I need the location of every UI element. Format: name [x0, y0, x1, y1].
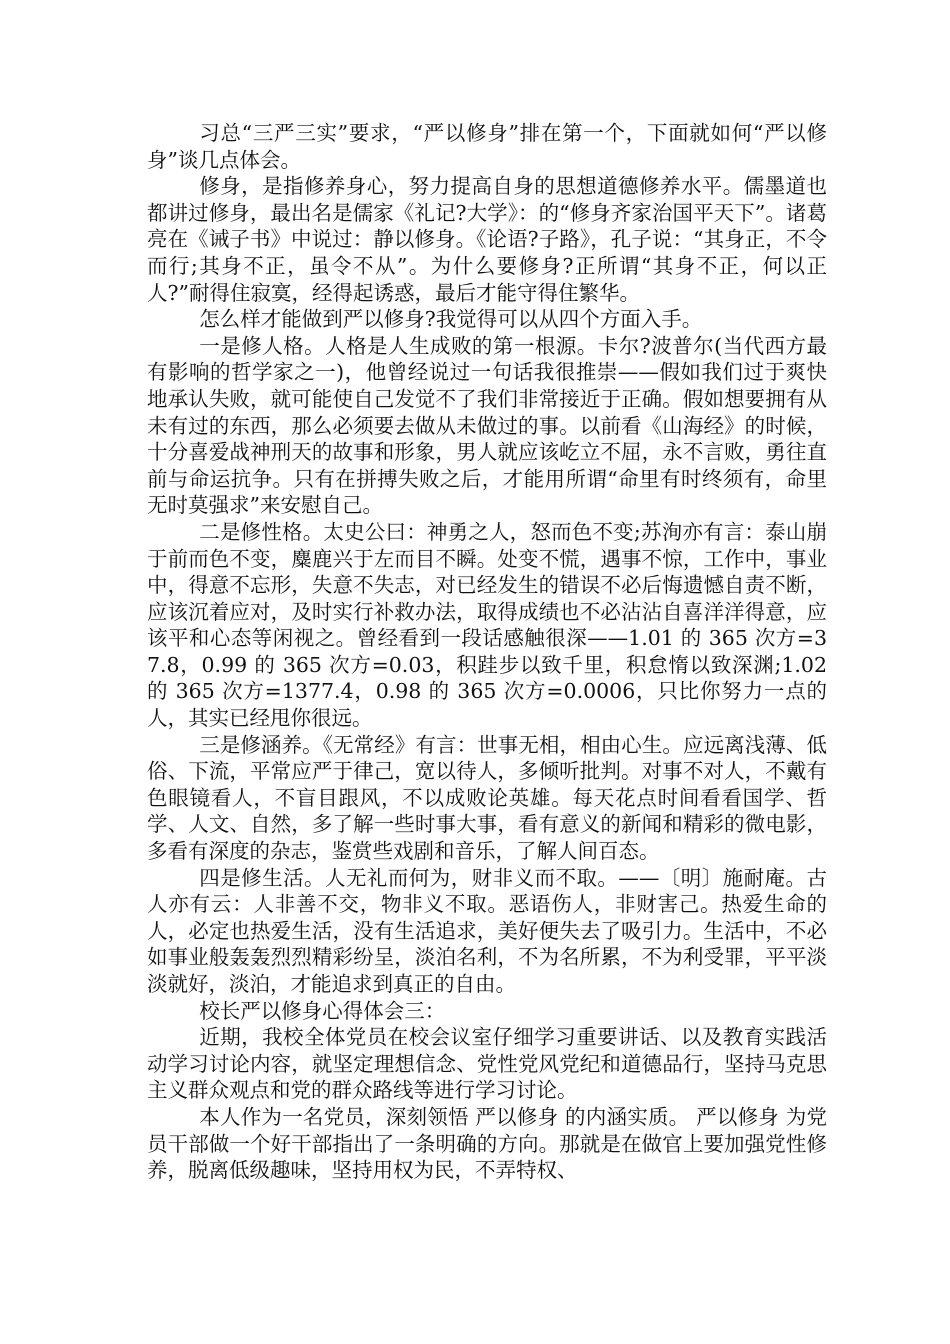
- paragraph-7: 四是修生活。人无礼而何为，财非义而不取。——〔明〕施耐庵。古人亦有云：人非善不交，物非义不取。恶语伤人，非财害己。热爱生命的人，必定也热爱生活，没有生活追求，美好便失去了吸引力。生活中，不必如事业般轰轰烈烈精彩纷呈，淡泊名利，不为名所累，不为利受罪，平平淡淡就好，淡泊，才能追求到真正的自由。: [147, 865, 827, 996]
- paragraph-1: 习总“三严三实”要求，“严以修身”排在第一个，下面就如何“严以修身”谈几点体会。: [147, 121, 827, 172]
- paragraph-8: 近期，我校全体党员在校会议室仔细学习重要讲话、以及教育实践活动学习讨论内容，就坚定理想信念、党性党风党纪和道德品行，坚持马克思主义群众观点和党的群众路线等进行学习讨论。: [147, 1025, 827, 1103]
- paragraph-4: 一是修人格。人格是人生成败的第一根源。卡尔?波普尔(当代西方最有影响的哲学家之一)，他曾经说过一句话我很推崇——假如我们过于爽快地承认失败，就可能使自己发觉不了我们非常接近于正确。假如想要拥有从未有过的东西，那么必须要去做从未做过的事。以前看《山海经》的时候，十分喜爱战神刑天的故事和形象，男人就应该屹立不屈，永不言败，勇往直前与命运抗争。只有在拼搏失败之后，才能用所谓“命里有时终须有，命里无时莫强求”来安慰自己。: [147, 333, 827, 518]
- paragraph-5: 二是修性格。太史公曰：神勇之人，怒而色不变;苏洵亦有言：泰山崩于前而色不变，麋鹿兴于左而目不瞬。处变不慌，遇事不惊，工作中，事业中，得意不忘形，失意不失志，对已经发生的错误不必后悔遗憾自责不断，应该沉着应对，及时实行补救办法，取得成绩也不必沾沾自喜洋洋得意，应该平和心态等闲视之。曾经看到一段话感触很深——1.01 的 365 次方=37.8，0.99 的 365 次方=0.03，积跬步以致千里，积怠惰以致深渊;1.02 的 365 次方=1377.4，0.98 的 365 次方=0.0006，只比你努力一点的人，其实已经甩你很远。: [147, 519, 827, 731]
- paragraph-9: 本人作为一名党员，深刻领悟 严以修身 的内涵实质。 严以修身 为党员干部做一个好干部指出了一条明确的方向。那就是在做官上要加强党性修养，脱离低级趣味，坚持用权为民，不弄特权、: [147, 1104, 827, 1183]
- document-body: [147, 120, 827, 1184]
- paragraph-3: 怎么样才能做到严以修身?我觉得可以从四个方面入手。: [199, 307, 703, 332]
- section-heading: 校长严以修身心得体会三：: [199, 998, 446, 1023]
- paragraph-2: 修身，是指修养身心，努力提高自身的思想道德修养水平。儒墨道也都讲过修身，最出名是儒家《礼记?大学》：的“修身齐家治国平天下”。诸葛亮在《诫子书》中说过：静以修身。《论语?子路》，孔子说：“其身正，不令而行;其身不正，虽令不从”。为什么要修身?正所谓“其身不正，何以正人?”耐得住寂寞，经得起诱惑，最后才能守得住繁华。: [147, 174, 827, 305]
- paragraph-6: 三是修涵养。《无常经》有言：世事无相，相由心生。应远离浅薄、低俗、下流，平常应严于律己，宽以待人，多倾听批判。对事不对人，不戴有色眼镜看人，不盲目跟风，不以成败论英雄。每天花点时间看看国学、哲学、人文、自然，多了解一些时事大事，看有意义的新闻和精彩的微电影，多看有深度的杂志，鉴赏些戏剧和音乐，了解人间百态。: [147, 732, 827, 864]
